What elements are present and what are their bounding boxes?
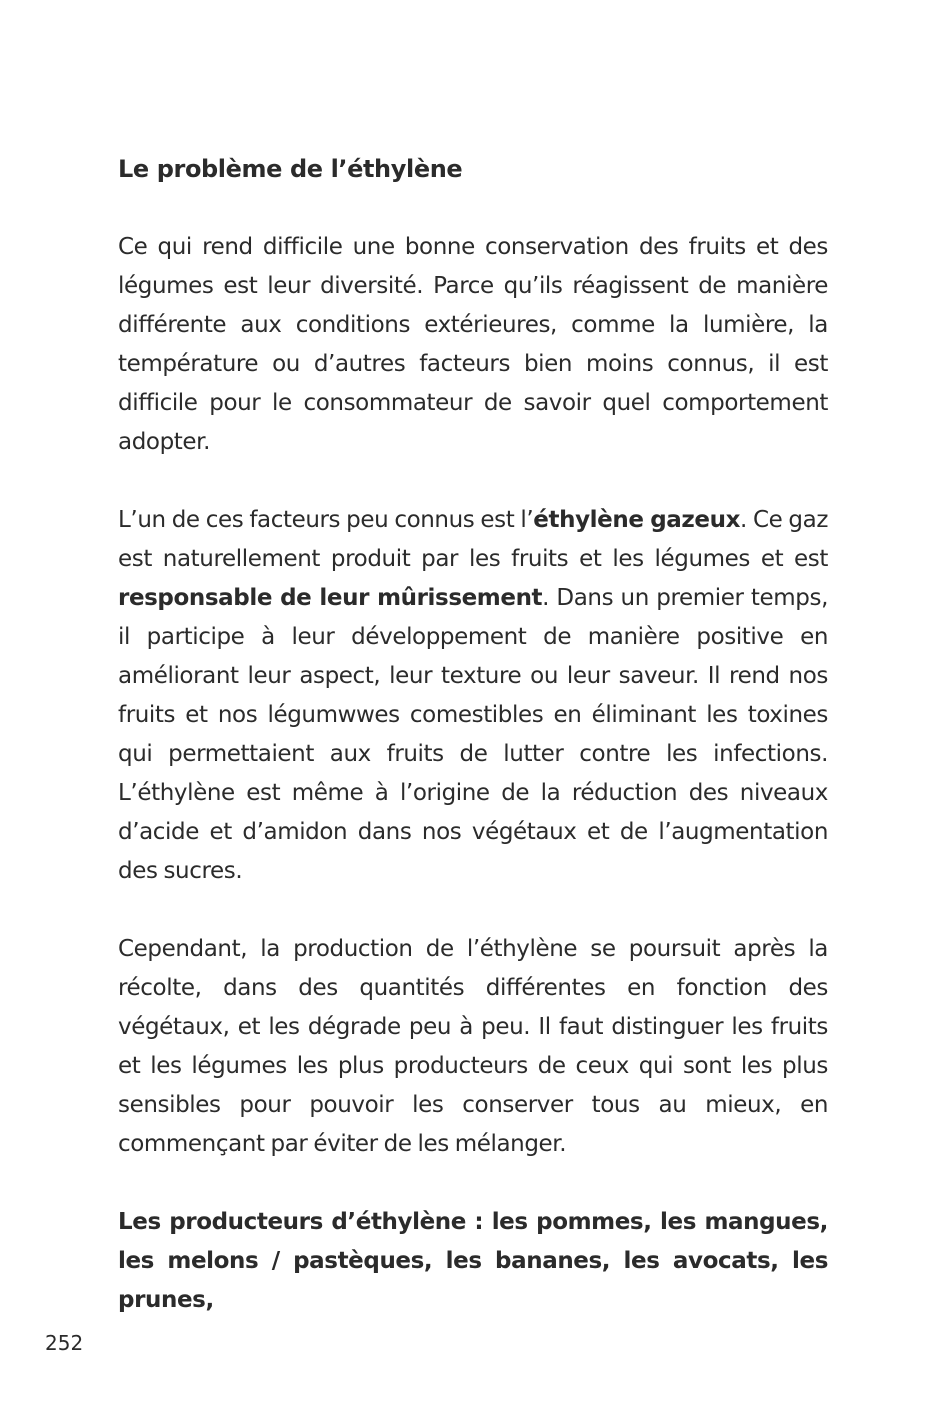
emphasis-ethylene-gas: éthylène gazeux bbox=[533, 507, 741, 533]
paragraph-ethylene-gas bbox=[118, 501, 828, 891]
emphasis-ripening: responsable de leur mûrissement bbox=[118, 585, 543, 611]
paragraph-diversity: Ce qui rend difficile une bonne conservation des fruits et des légumes est leur diversité. Parce qu’ils réagissent de manière différente aux conditions extérieures, comme la lumière, la température ou d’autres facteurs bien moins connus, il est difficile pour le consommateur de savoir quel comportement adopter. bbox=[118, 234, 828, 455]
page-content bbox=[118, 150, 828, 1359]
page-number: 252 bbox=[45, 1331, 84, 1355]
paragraph-text: . Ce gaz est naturellement produit par les fruits et les légumes et est bbox=[118, 507, 828, 572]
section-heading: Le problème de l’éthylène bbox=[118, 155, 463, 183]
paragraph-text: L’un de ces facteurs peu connus est l’ bbox=[118, 507, 534, 533]
paragraph-post-harvest: Cependant, la production de l’éthylène se poursuit après la récolte, dans des quantités différentes en fonction des végétaux, et les dégrade peu à peu. Il faut distinguer les fruits et les légumes les plus producteurs de ceux qui sont les plus sensibles pour pouvoir les conserver tous au mieux, en commençant par éviter de les mélanger. bbox=[118, 936, 828, 1157]
paragraph-producers: Les producteurs d’éthylène : les pommes, les mangues, les melons / pastèques, les bananes, les avocats, les prunes, bbox=[118, 1209, 828, 1313]
paragraph-text: . Dans un premier temps, il participe à leur développement de manière positive en améliorant leur aspect, leur texture ou leur saveur. Il rend nos fruits et nos légumwwes comestibles en éliminant les toxines qui permettaient aux fruits de lutter contre les infections. L’éthylène est même à l’origine de la réduction des niveaux d’acide et d’amidon dans nos végétaux et de l’augmentation des sucres. bbox=[118, 585, 829, 884]
